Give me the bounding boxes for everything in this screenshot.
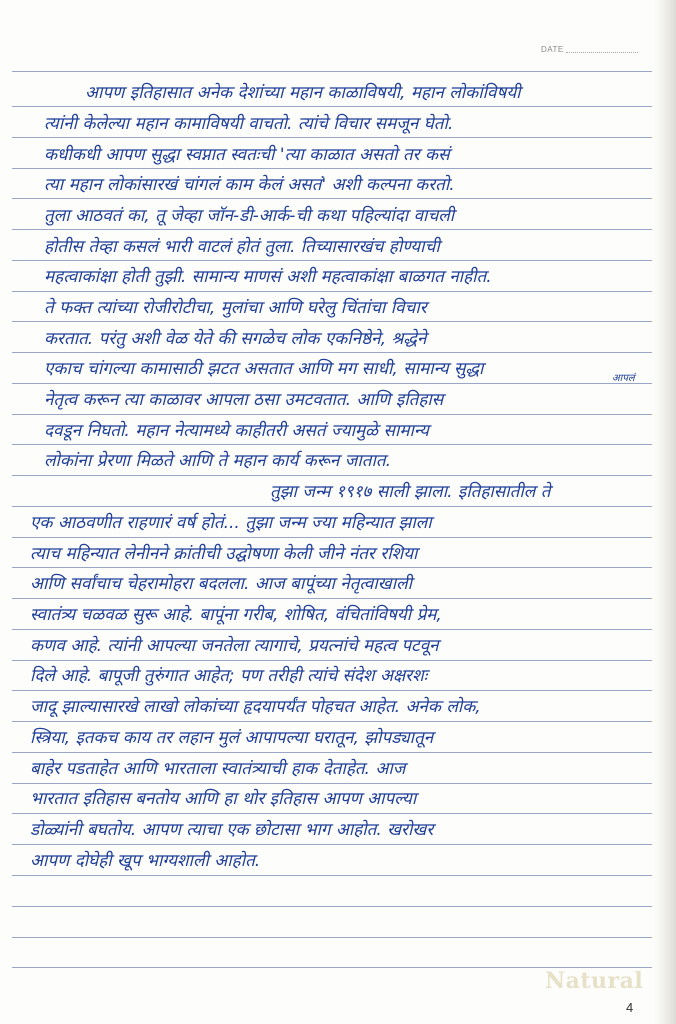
date-field-dots xyxy=(566,51,638,53)
handwritten-line: करतात. परंतु अशी वेळ येते की सगळेच लोक एकनिष्ठेने, श्रद्धेने xyxy=(44,329,427,349)
handwritten-line: कधीकधी आपण सुद्धा स्वप्नात स्वतःची 'त्या काळात असतो तर कसं xyxy=(44,145,450,165)
ruled-line xyxy=(12,71,652,72)
handwritten-line: त्या महान लोकांसारखं चांगलं काम केलं असतं' अशी कल्पना करतो. xyxy=(44,175,455,195)
handwritten-line: लोकांना प्रेरणा मिळते आणि ते महान कार्य करून जातात. xyxy=(44,451,391,471)
ruled-line xyxy=(12,906,652,907)
handwritten-line: नेतृत्व करून त्या काळावर आपला ठसा उमटवतात. आणि इतिहास xyxy=(44,390,444,410)
handwritten-line: दवडून निघतो. महान नेत्यामध्ये काहीतरी असतं ज्यामुळे सामान्य xyxy=(44,421,429,441)
handwritten-line: त्यांनी केलेल्या महान कामाविषयी वाचतो. त्यांचे विचार समजून घेतो. xyxy=(44,114,454,134)
ruled-line xyxy=(12,937,652,938)
handwritten-line: डोळ्यांनी बघतोय. आपण त्याचा एक छोटासा भाग आहोत. खरोखर xyxy=(30,820,434,840)
handwritten-line: त्याच महिन्यात लेनीनने क्रांतीची उद्घोषणा केली जीने नंतर रशिया xyxy=(30,544,418,564)
handwritten-line: महत्वाकांक्षा होती तुझी. सामान्य माणसं अशी महत्वाकांक्षा बाळगत नाहीत. xyxy=(44,267,492,287)
handwritten-line: तुझा जन्म १९१७ साली झाला. इतिहासातील ते xyxy=(270,482,551,502)
handwritten-line: आपण दोघेही खूप भाग्यशाली आहोत. xyxy=(30,851,261,871)
handwritten-line: भारतात इतिहास बनतोय आणि हा थोर इतिहास आपण आपल्या xyxy=(30,789,417,809)
handwritten-line: एकाच चांगल्या कामासाठी झटत असतात आणि मग साधी, सामान्य सुद्धा xyxy=(44,359,484,379)
margin-note: आपलं xyxy=(612,373,635,384)
handwritten-line: आपण इतिहासात अनेक देशांच्या महान काळाविषयी, महान लोकांविषयी xyxy=(85,83,521,103)
handwritten-line: जादू झाल्यासारखे लाखो लोकांच्या हृदयापर्यंत पोहचत आहेत. अनेक लोक, xyxy=(30,697,481,717)
date-label: DATE xyxy=(541,45,564,54)
handwritten-line: स्त्रिया, इतकच काय तर लहान मुलं आपापल्या घरातून, झोपड्यातून xyxy=(30,728,434,748)
handwritten-line: एक आठवणीत राहणारं वर्ष होतं... तुझा जन्म ज्या महिन्यात झाला xyxy=(30,513,432,533)
page-fold-shadow xyxy=(654,0,676,1024)
page-number: 4 xyxy=(626,1000,634,1015)
brand-watermark: Natural xyxy=(545,968,644,994)
handwritten-line: स्वातंत्र्य चळवळ सुरू आहे. बापूंना गरीब, शोषित, वंचितांविषयी प्रेम, xyxy=(30,605,442,625)
handwritten-line: ते फक्त त्यांच्या रोजीरोटीचा, मुलांचा आणि घरेलु चिंतांचा विचार xyxy=(44,298,427,318)
handwritten-line: बाहेर पडताहेत आणि भारताला स्वातंत्र्याची हाक देताहेत. आज xyxy=(30,759,406,779)
handwritten-line: कणव आहे. त्यांनी आपल्या जनतेला त्यागाचे, प्रयत्नांचे महत्व पटवून xyxy=(30,636,439,656)
handwritten-line: होतीस तेव्हा कसलं भारी वाटलं होतं तुला. तिच्यासारखंच होण्याची xyxy=(44,237,440,257)
handwritten-line: दिले आहे. बापूजी तुरुंगात आहेत; पण तरीही त्यांचे संदेश अक्षरशः xyxy=(30,666,428,686)
handwritten-line: आणि सर्वांचाच चेहरामोहरा बदलला. आज बापूंच्या नेतृत्वाखाली xyxy=(30,574,413,594)
handwritten-line: तुला आठवतं का, तू जेव्हा जॉन-डी-आर्क-ची कथा पहिल्यांदा वाचली xyxy=(44,206,455,226)
